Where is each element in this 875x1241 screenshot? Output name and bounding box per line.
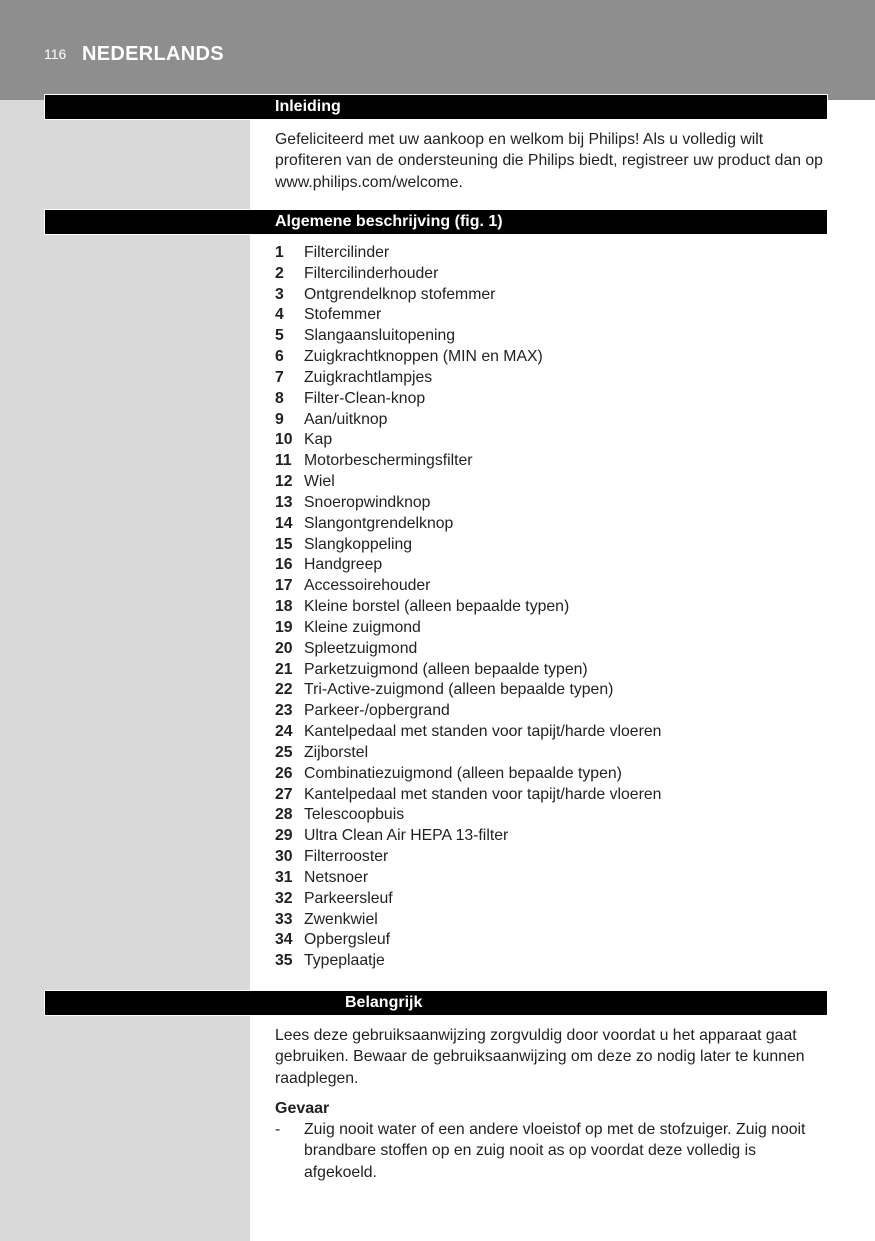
list-item — [275, 326, 830, 347]
list-item-number: 13 — [275, 493, 293, 511]
danger-heading: Gevaar — [275, 1100, 330, 1117]
list-item-label: Handgreep — [304, 556, 383, 574]
list-item-label: Stofemmer — [304, 306, 382, 324]
list-item — [275, 285, 830, 306]
list-item — [275, 264, 830, 285]
list-item-label: Netsnoer — [304, 868, 369, 886]
list-item-label: Zwenkwiel — [304, 910, 378, 928]
list-item-label: Kleine borstel (alleen bepaalde typen) — [304, 598, 570, 616]
list-item-number: 4 — [275, 306, 284, 324]
list-item-number: 12 — [275, 473, 293, 491]
parts-list — [275, 243, 830, 972]
list-item-number: 30 — [275, 848, 293, 866]
section-title-inleiding: Inleiding — [275, 98, 341, 115]
list-item-label: Aan/uitknop — [304, 410, 388, 428]
list-item — [275, 764, 830, 785]
list-item — [275, 368, 830, 389]
list-item-label: Parketzuigmond (alleen bepaalde typen) — [304, 660, 588, 678]
list-item — [275, 826, 830, 847]
list-item-label: Filtercilinderhouder — [304, 264, 439, 282]
list-item — [275, 660, 830, 681]
list-item-number: 1 — [275, 244, 284, 261]
list-item-label: Kantelpedaal met standen voor tapijt/harde vloeren — [304, 723, 662, 741]
list-item — [275, 305, 830, 326]
bullet-marker: - — [275, 1121, 281, 1138]
list-item-number: 25 — [275, 743, 293, 761]
list-item — [275, 868, 830, 889]
list-item — [275, 701, 830, 722]
list-item-number: 29 — [275, 827, 293, 845]
list-item-number: 10 — [275, 431, 293, 449]
list-item — [275, 493, 830, 514]
list-item — [275, 430, 830, 451]
list-item — [275, 347, 830, 368]
list-item-label: Motorbeschermingsfilter — [304, 452, 473, 470]
list-item-number: 9 — [275, 410, 284, 428]
list-item-number: 20 — [275, 639, 293, 657]
list-item-number: 5 — [275, 327, 284, 345]
list-item-number: 35 — [275, 952, 293, 970]
list-item — [275, 535, 830, 556]
list-item — [275, 910, 830, 931]
page-number: 116 — [44, 46, 67, 62]
list-item-label: Parkeer-/opbergrand — [304, 702, 450, 720]
list-item — [275, 722, 830, 743]
list-item-number: 26 — [275, 764, 293, 782]
list-item-label: Opbergsleuf — [304, 931, 391, 949]
list-item-label: Typeplaatje — [304, 952, 385, 970]
list-item — [275, 243, 830, 264]
list-item-number: 3 — [275, 285, 284, 303]
list-item-number: 15 — [275, 535, 293, 553]
list-item — [275, 555, 830, 576]
list-item-label: Kantelpedaal met standen voor tapijt/harde vloeren — [304, 785, 662, 803]
list-item-number: 33 — [275, 910, 293, 928]
list-item — [275, 805, 830, 826]
list-item — [275, 889, 830, 910]
important-paragraph: Lees deze gebruiksaanwijzing zorgvuldig door voordat u het apparaat gaat gebruiken. Bewaar de gebruiksaanwijzing om deze zo nodig later te kunnen raadplegen. — [275, 1027, 805, 1087]
list-item-number: 7 — [275, 368, 284, 386]
list-item-label: Kap — [304, 431, 333, 449]
list-item-number: 14 — [275, 514, 293, 532]
left-margin-column — [0, 100, 250, 1241]
list-item-label: Tri-Active-zuigmond (alleen bepaalde typen) — [304, 681, 614, 699]
section-bar-inleiding — [44, 94, 828, 120]
list-item-label: Combinatiezuigmond (alleen bepaalde typen) — [304, 764, 622, 782]
list-item-number: 18 — [275, 598, 293, 616]
list-item — [275, 639, 830, 660]
bullet-text: Zuig nooit water of een andere vloeistof op met de stofzuiger. Zuig nooit brandbare stoffen op en zuig nooit as op voordat deze volledig is afgekoeld. — [304, 1121, 806, 1181]
list-item-number: 28 — [275, 806, 293, 824]
list-item — [275, 389, 830, 410]
section-bar-belangrijk — [44, 990, 828, 1016]
list-item-label: Zijborstel — [304, 743, 369, 761]
list-item-label: Wiel — [304, 473, 335, 491]
list-item-label: Snoeropwindknop — [304, 493, 431, 511]
section-title-belangrijk: Belangrijk — [345, 994, 423, 1011]
list-item-number: 31 — [275, 868, 293, 886]
list-item-label: Slangontgrendelknop — [304, 514, 454, 532]
list-item-label: Filterrooster — [304, 848, 389, 866]
list-item-number: 17 — [275, 577, 293, 595]
list-item — [275, 930, 830, 951]
list-item — [275, 618, 830, 639]
list-item — [275, 680, 830, 701]
list-item-number: 6 — [275, 348, 284, 366]
language-title: NEDERLANDS — [82, 43, 224, 65]
list-item-label: Ultra Clean Air HEPA 13-filter — [304, 827, 509, 845]
list-item-label: Ontgrendelknop stofemmer — [304, 285, 496, 303]
list-item — [275, 785, 830, 806]
list-item-number: 21 — [275, 660, 293, 678]
list-item-label: Parkeersleuf — [304, 889, 393, 907]
list-item-number: 27 — [275, 785, 293, 803]
list-item-number: 34 — [275, 931, 293, 949]
list-item-label: Slangaansluitopening — [304, 327, 456, 345]
list-item — [275, 410, 830, 431]
list-item-number: 11 — [275, 452, 292, 470]
list-item-number: 32 — [275, 889, 293, 907]
list-item-number: 19 — [275, 618, 293, 636]
list-item-label: Filtercilinder — [304, 244, 390, 261]
list-item-number: 16 — [275, 556, 293, 574]
list-item — [275, 514, 830, 535]
section-title-beschrijving: Algemene beschrijving (fig. 1) — [275, 213, 503, 230]
list-item-label: Kleine zuigmond — [304, 618, 421, 636]
list-item — [275, 743, 830, 764]
list-item-label: Spleetzuigmond — [304, 639, 418, 657]
list-item-number: 23 — [275, 702, 293, 720]
list-item — [275, 451, 830, 472]
list-item — [275, 472, 830, 493]
list-item-label: Zuigkrachtlampjes — [304, 368, 433, 386]
list-item-number: 22 — [275, 681, 293, 699]
list-item — [275, 951, 830, 972]
list-item-label: Zuigkrachtknoppen (MIN en MAX) — [304, 348, 543, 366]
list-item-number: 2 — [275, 264, 284, 282]
list-item — [275, 597, 830, 618]
list-item — [275, 847, 830, 868]
section-bar-beschrijving — [44, 209, 828, 235]
intro-paragraph: Gefeliciteerd met uw aankoop en welkom bij Philips! Als u volledig wilt profiteren van de ondersteuning die Philips biedt, registreer uw product dan op www.philips.com/welcome. — [275, 131, 823, 191]
list-item-label: Telescoopbuis — [304, 806, 405, 824]
list-item — [275, 576, 830, 597]
list-item-label: Accessoirehouder — [304, 577, 431, 595]
list-item-number: 8 — [275, 389, 284, 407]
list-item-number: 24 — [275, 723, 293, 741]
list-item-label: Filter-Clean-knop — [304, 389, 426, 407]
list-item-label: Slangkoppeling — [304, 535, 413, 553]
